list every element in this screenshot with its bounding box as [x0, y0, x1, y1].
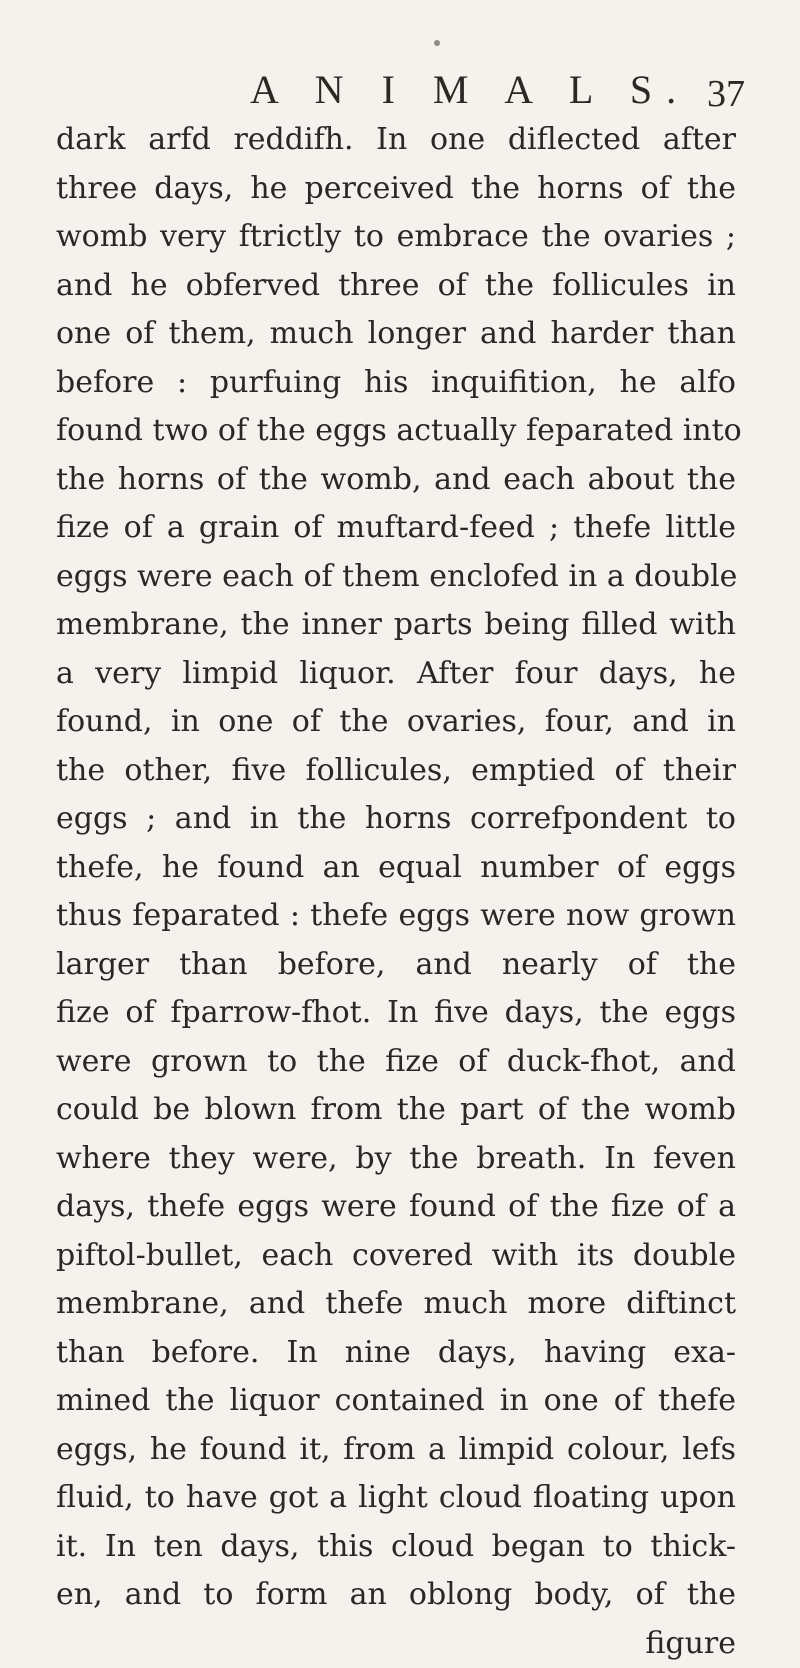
- text-line: fize of fparrow-fhot. In five days, the eggs: [56, 989, 736, 1038]
- text-line: and he obferved three of the follicules in: [56, 262, 736, 311]
- body-text: [56, 116, 736, 1668]
- text-line: three days, he perceived the horns of the: [56, 165, 736, 214]
- text-line: found two of the eggs actually feparated into: [56, 407, 736, 456]
- text-line: piftol-bullet, each covered with its double: [56, 1232, 736, 1281]
- text-line: mined the liquor contained in one of thefe: [56, 1377, 736, 1426]
- catchword: figure: [56, 1620, 736, 1668]
- text-line: fluid, to have got a light cloud floating upon: [56, 1474, 736, 1523]
- text-line: membrane, and thefe much more diftinct: [56, 1280, 736, 1329]
- paper-speck: [434, 40, 440, 46]
- text-line: fize of a grain of muftard-feed ; thefe little: [56, 504, 736, 553]
- text-line: could be blown from the part of the womb: [56, 1086, 736, 1135]
- text-line: eggs, he found it, from a limpid colour, lefs: [56, 1426, 736, 1475]
- text-line: thefe, he found an equal number of eggs: [56, 844, 736, 893]
- text-line: membrane, the inner parts being filled with: [56, 601, 736, 650]
- text-line: the horns of the womb, and each about the: [56, 456, 736, 505]
- text-line: womb very ftrictly to embrace the ovaries ;: [56, 213, 736, 262]
- text-line: en, and to form an oblong body, of the: [56, 1571, 736, 1620]
- text-line: one of them, much longer and harder than: [56, 310, 736, 359]
- text-line: dark arfd reddifh. In one diflected after: [56, 116, 736, 165]
- text-line: the other, five follicules, emptied of their: [56, 747, 736, 796]
- text-line: a very limpid liquor. After four days, he: [56, 650, 736, 699]
- text-line: than before. In nine days, having exa-: [56, 1329, 736, 1378]
- page-number: 37: [707, 72, 745, 116]
- text-line: where they were, by the breath. In feven: [56, 1135, 736, 1184]
- running-head: A N I M A L S.: [250, 66, 690, 113]
- text-line: larger than before, and nearly of the: [56, 941, 736, 990]
- text-line: before : purfuing his inquifition, he alfo: [56, 359, 736, 408]
- text-line: eggs ; and in the horns correfpondent to: [56, 795, 736, 844]
- text-line: days, thefe eggs were found of the fize of a: [56, 1183, 736, 1232]
- text-line: eggs were each of them enclofed in a double: [56, 553, 736, 602]
- text-line: thus feparated : thefe eggs were now grown: [56, 892, 736, 941]
- text-line: it. In ten days, this cloud began to thick-: [56, 1523, 736, 1572]
- text-line: were grown to the fize of duck-fhot, and: [56, 1038, 736, 1087]
- text-line: found, in one of the ovaries, four, and in: [56, 698, 736, 747]
